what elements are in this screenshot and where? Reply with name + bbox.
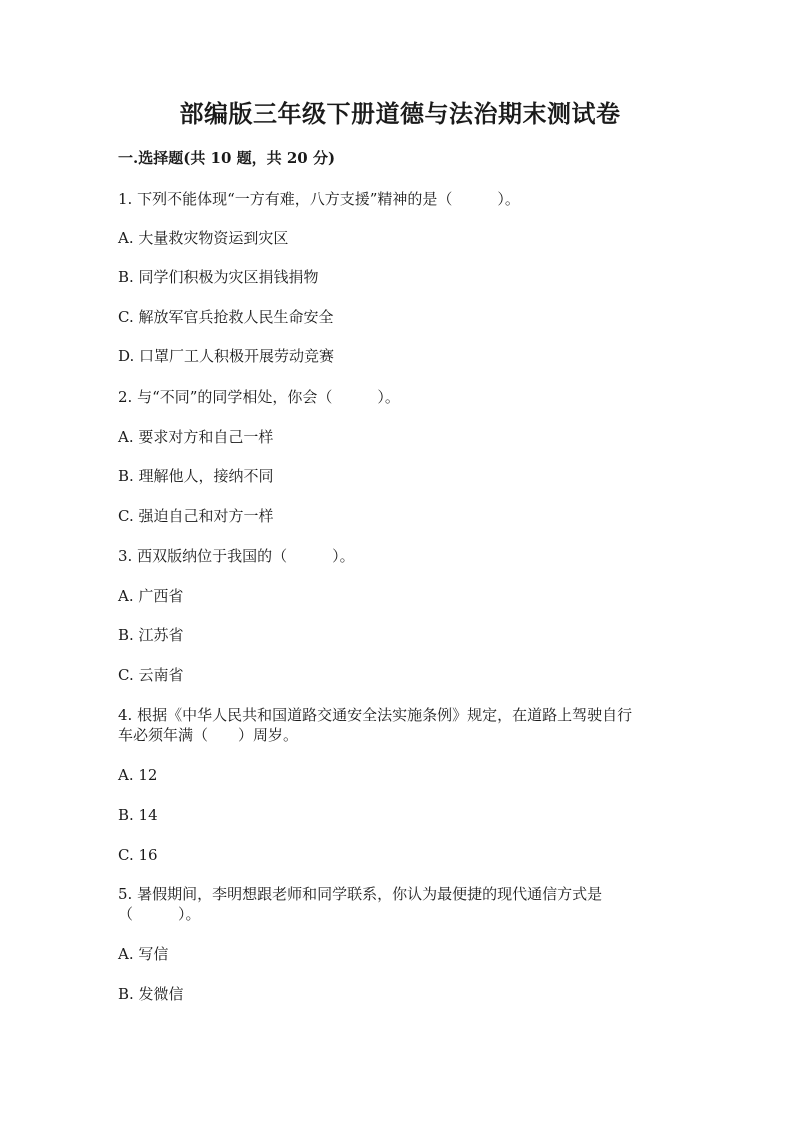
question-4-stem-line-1: 4. 根据《中华人民共和国道路交通安全法实施条例》规定，在道路上驾驶自行 bbox=[118, 706, 633, 724]
question-1-option-c: C. 解放军官兵抢救人民生命安全 bbox=[118, 308, 334, 326]
section-heading: 一.选择题(共 10 题，共 20 分) bbox=[118, 149, 336, 167]
question-5-option-a: A. 写信 bbox=[118, 945, 169, 963]
page-title: 部编版三年级下册道德与法治期末测试卷 bbox=[179, 99, 621, 128]
question-1-stem: 1. 下列不能体现“一方有难，八方支援”精神的是（ ）。 bbox=[118, 190, 520, 208]
question-4-stem-line-2: 车必须年满（ ）周岁。 bbox=[118, 726, 299, 744]
question-4-option-a: A. 12 bbox=[118, 766, 158, 784]
question-5-stem-line-1: 5. 暑假期间，李明想跟老师和同学联系，你认为最便捷的现代通信方式是 bbox=[118, 885, 603, 903]
question-1-option-d: D. 口罩厂工人积极开展劳动竞赛 bbox=[118, 347, 335, 365]
question-4-option-b: B. 14 bbox=[118, 806, 158, 824]
question-3-stem: 3. 西双版纳位于我国的（ ）。 bbox=[118, 547, 355, 565]
question-5-option-b: B. 发微信 bbox=[118, 985, 184, 1003]
question-2-option-c: C. 强迫自己和对方一样 bbox=[118, 507, 274, 525]
question-3-option-c: C. 云南省 bbox=[118, 666, 184, 684]
question-3-option-b: B. 江苏省 bbox=[118, 626, 184, 644]
question-2-stem: 2. 与“不同”的同学相处，你会（ ）。 bbox=[118, 388, 400, 406]
question-1-option-b: B. 同学们积极为灾区捐钱捐物 bbox=[118, 268, 319, 286]
question-2-option-b: B. 理解他人，接纳不同 bbox=[118, 467, 274, 485]
question-5-stem-line-2: （ ）。 bbox=[118, 905, 201, 923]
question-3-option-a: A. 广西省 bbox=[118, 587, 184, 605]
question-2-option-a: A. 要求对方和自己一样 bbox=[118, 428, 274, 446]
question-4-option-c: C. 16 bbox=[118, 846, 158, 864]
question-1-option-a: A. 大量救灾物资运到灾区 bbox=[118, 229, 289, 247]
